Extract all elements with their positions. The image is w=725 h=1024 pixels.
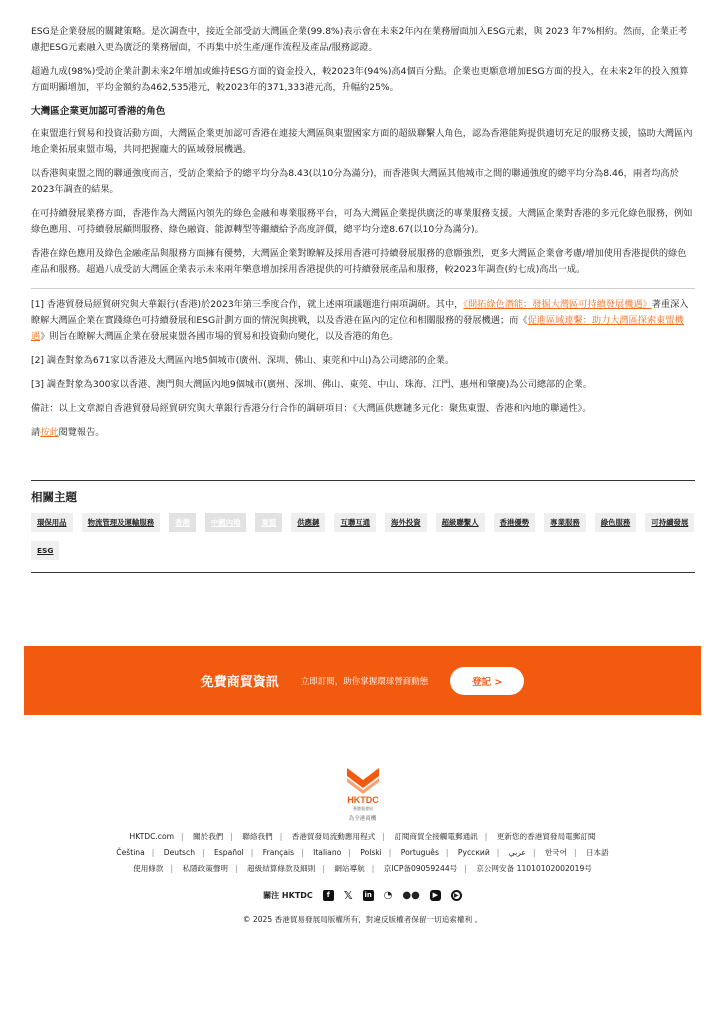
paragraph-connectivity: 以香港與東盟之間的聯通強度而言，受訪企業給予的總平均分為8.43(以10分為滿分)，而香港與大灣區其他城市之間的聯通強度的總平均分為8.46，兩者均高於2023年調查的結果。 — [31, 168, 679, 195]
register-button[interactable]: 登記 > — [450, 667, 524, 695]
footnote-1-text-a: [1] 香港貿發局經貿研究與大華銀行(香港)於2023年第三季度合作，就上述兩項議題進行兩項調研。其中， — [31, 299, 464, 310]
topic-tag-sustainability[interactable]: 可持續發展 — [645, 513, 694, 532]
read-report-link[interactable]: 按此 — [40, 427, 59, 438]
youtube-icon[interactable]: ▶ — [430, 890, 441, 901]
weibo-icon[interactable]: ◔ — [383, 890, 393, 901]
topic-tag-esg[interactable]: ESG — [31, 541, 59, 560]
topic-tag-list — [31, 513, 695, 560]
footer-link-sitemap[interactable]: 網站導航 — [334, 864, 365, 873]
footer-link-about[interactable]: 關於我們 — [193, 832, 224, 841]
article-body — [31, 24, 695, 449]
footnote-1 — [31, 297, 695, 345]
banner-subtitle: 立即訂閱，助你掌握環球營商動態 — [300, 676, 429, 687]
topic-tag-logistics[interactable]: 物流管理及運輸服務 — [82, 513, 161, 532]
lang-ru[interactable]: Pусский — [457, 848, 490, 857]
linkedin-icon[interactable]: in — [364, 891, 372, 899]
footnote-1-text-c: 》則旨在瞭解大灣區企業在發展東盟各國市場的貿易和投資動向變化，以及香港的角色。 — [40, 331, 399, 342]
paragraph-sustainability: 在可持續發展業務方面，香港作為大灣區內領先的綠色金融和專業服務平台，可為大灣區企業提供廣泛的專業服務支援。大灣區企業對香港的多元化綠色服務，例如綠色應用、可持續發展顧問服務、綠色融資、能源轉型等繼續給予高度評價，總平均分達8.67(以10分為滿分)。 — [31, 208, 693, 235]
paragraph-green-services: 香港在綠色應用及綠色金融產品與服務方面擁有優勢，大灣區企業對瞭解及採用香港可持續發展服務的意願強烈，更多大灣區企業會考慮/增加使用香港提供的綠色產品和服務。超過八成受訪大灣區企業表示未來兩年樂意增加採用香港提供的可持續發展產品和服務，較2023年調查(約七成)高出一成。 — [31, 248, 687, 275]
lang-cs[interactable]: Čeština — [116, 848, 145, 857]
footer-link-icp[interactable]: 京ICP备09059244号 — [383, 864, 458, 873]
remark: 備註：以上文章源自香港貿發局經貿研究與大華銀行香港分行合作的調研項目：《大灣區供應鏈多元化：聚焦東盟、香港和內地的聯通性》。 — [31, 403, 592, 414]
wechat-icon[interactable]: ●● — [402, 890, 420, 901]
topic-tag-professional-services[interactable]: 專業服務 — [544, 513, 586, 532]
footnote-1-text-b: 著重深入瞭解大灣區企業在實踐綠色可持續發展和ESG計劃方面的情況與挑戰，以及香港在區內的定位和相關服務的發展機遇；而《 — [31, 299, 689, 326]
facebook-icon[interactable]: f — [323, 890, 334, 901]
play-icon[interactable]: ▶ — [451, 890, 462, 901]
footer-link-terms[interactable]: 使用條款 — [133, 864, 164, 873]
footer-row-1: HKTDC.com | 關於我們 | 聯絡我們 | 香港貿發局流動應用程式 | 訂閱商貿全接觸電郵通訊 | 更新您的香港貿發局電郵訂閱 — [129, 832, 596, 841]
footer-link-contact[interactable]: 聯絡我們 — [242, 832, 273, 841]
read-report-text-a: 請 — [31, 427, 41, 438]
lang-fr[interactable]: Français — [262, 848, 295, 857]
topic-tag-super-connector[interactable]: 超級聯繫人 — [436, 513, 485, 532]
footer-link-subscribe[interactable]: 訂閱商貿全接觸電郵通訊 — [394, 832, 478, 841]
hktdc-logo-icon — [343, 766, 383, 812]
footnote-2: [2] 調查對象為671家以香港及大灣區內地5個城市(廣州、深圳、佛山、東莞和中山)為公司總部的企業。 — [31, 355, 455, 366]
topic-tag-eco-products[interactable]: 環保用品 — [31, 513, 73, 532]
paragraph-hk-role: 在東盟進行貿易和投資活動方面，大灣區企業更加認可香港在連接大灣區與東盟國家方面的超級聯繫人角色，認為香港能夠提供適切充足的服務支援，協助大灣區內地企業拓展東盟市場，共同把握龐大的區域發展機遇。 — [31, 128, 693, 155]
footer-row-3: 使用條款 | 私隱政策聲明 | 超級結算條款及細則 | 網站導航 | 京ICP备09059244号 | 京公网安备 11010102002019号 — [133, 864, 592, 873]
topic-tag-hong-kong[interactable]: 香港 — [169, 513, 196, 532]
x-icon[interactable]: 𝕏 — [343, 889, 353, 902]
footer-link-update-subscription[interactable]: 更新您的香港貿發局電郵訂閱 — [496, 832, 596, 841]
lang-ko[interactable]: 한국어 — [544, 848, 567, 857]
follow-label: 關注 HKTDC — [263, 891, 313, 900]
topic-tag-connectivity[interactable]: 互聯互通 — [334, 513, 376, 532]
social-bar — [0, 889, 725, 902]
topic-tag-supply-chain[interactable]: 供應鏈 — [291, 513, 325, 532]
footer-link-public-security[interactable]: 京公网安备 11010102002019号 — [476, 864, 592, 873]
footer-row-languages: Čeština | Deutsch | Español | Français | Italiano | Polski | Português | Pусский | عربي | 한국어 | 日本語 — [116, 848, 609, 857]
lang-pt[interactable]: Português — [400, 848, 439, 857]
paragraph-esg-investment: 超過九成(98%)受訪企業計劃未來2年增加或維持ESG方面的資金投入，較2023年(94%)高4個百分點。企業也更願意增加ESG方面的投入，在未來2年的投入預算方面明顯增加，平均金額約為462,535港元，較2023年的371,333港元高，升幅約25%。 — [31, 66, 689, 93]
topic-tag-overseas-investment[interactable]: 海外投資 — [385, 513, 427, 532]
logo-text: HKTDC — [346, 795, 379, 805]
footer-links — [0, 829, 725, 877]
report-link-regional-connectivity[interactable]: 促進區域連繫：助力大灣區探索東盟機遇 — [31, 315, 684, 342]
footer-link-settlement-terms[interactable]: 超級結算條款及細則 — [247, 864, 316, 873]
lang-it[interactable]: Italiano — [313, 848, 342, 857]
topic-tag-asean[interactable]: 東盟 — [255, 513, 282, 532]
related-topics-title: 相關主題 — [31, 490, 77, 504]
footer-link-hktdc-com[interactable]: HKTDC.com — [129, 832, 175, 841]
hktdc-logo[interactable] — [343, 766, 383, 812]
lang-pl[interactable]: Polski — [360, 848, 382, 857]
topic-tag-green-services[interactable]: 綠色服務 — [595, 513, 637, 532]
logo-tagline: 為全港商機 — [348, 816, 377, 822]
lang-es[interactable]: Español — [214, 848, 244, 857]
section-heading: 大灣區企業更加認可香港的角色 — [31, 106, 166, 117]
report-link-green-potential[interactable]: 《開拓綠色潛能：發掘大灣區可持續發展機遇》 — [463, 299, 652, 310]
footnote-3: [3] 調查對象為300家以香港、澳門與大灣區內地9個城市(廣州、深圳、佛山、東莞、中山、珠海、江門、惠州和肇慶)為公司總部的企業。 — [31, 379, 592, 390]
footer-link-app[interactable]: 香港貿發局流動應用程式 — [291, 832, 376, 841]
topic-tag-mainland[interactable]: 中國內地 — [205, 513, 247, 532]
logo-subtext: 香港貿發局 — [352, 806, 373, 811]
lang-ar[interactable]: عربي — [508, 848, 526, 857]
copyright: © 2025 香港貿易發展局版權所有，對違反版權者保留一切追索權利 。 — [242, 915, 483, 924]
lang-ja[interactable]: 日本語 — [585, 848, 609, 857]
paragraph-esg-strategy: ESG是企業發展的關鍵策略。是次調查中，接近全部受訪大灣區企業(99.8%)表示會在未來2年內在業務層面加入ESG元素，與 2023 年7%相約。然而，企業正考慮把ESG元素融入更為廣泛的業務層面，不再集中於生產/運作流程及產品/服務認證。 — [31, 26, 688, 53]
read-report — [31, 425, 695, 441]
topic-tag-hk-advantages[interactable]: 香港優勢 — [494, 513, 536, 532]
banner-title: 免費商貿資訊 — [200, 675, 279, 690]
site-footer — [0, 766, 725, 925]
lang-de[interactable]: Deutsch — [163, 848, 196, 857]
divider — [31, 288, 695, 289]
read-report-text-b: 閱覽報告。 — [58, 427, 105, 438]
related-topics — [31, 480, 695, 573]
footer-link-privacy[interactable]: 私隱政策聲明 — [182, 864, 229, 873]
subscribe-banner — [24, 646, 701, 715]
